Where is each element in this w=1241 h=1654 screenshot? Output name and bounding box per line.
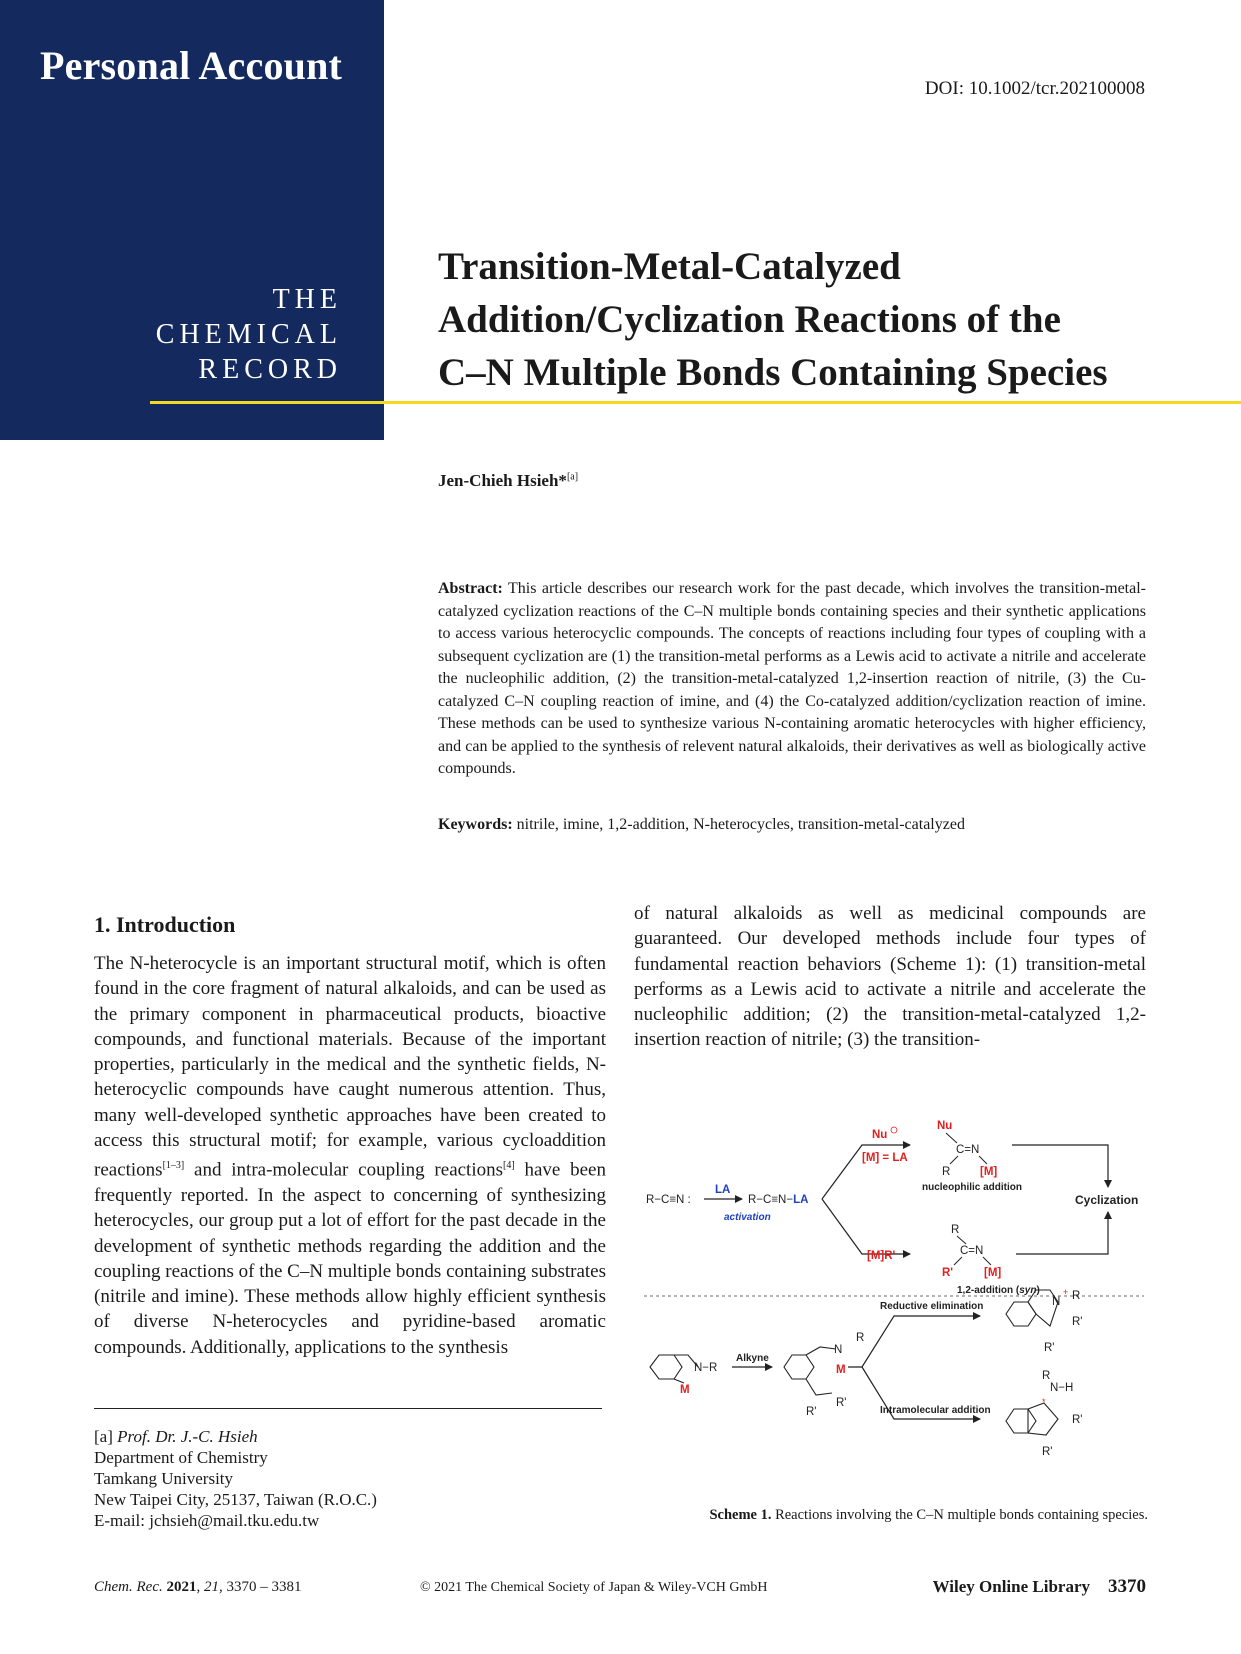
citation[interactable]: [1–3] bbox=[162, 1160, 185, 1172]
keywords-label: Keywords: bbox=[438, 816, 513, 833]
nucleophilic-addition-label: nucleophilic addition bbox=[922, 1182, 1022, 1193]
bond bbox=[957, 1236, 966, 1244]
citation-footer: Chem. Rec. 2021, 21, 3370 – 3381 bbox=[94, 1579, 302, 1595]
metal-atom: [M] bbox=[980, 1166, 998, 1178]
to-cyclization-arrow bbox=[1016, 1212, 1108, 1254]
benzene-ring bbox=[1006, 1302, 1036, 1326]
footer-volume: 21 bbox=[203, 1579, 219, 1595]
scheme-caption bbox=[644, 1507, 1148, 1524]
n-r-group: N−R bbox=[694, 1362, 718, 1374]
journal-name bbox=[156, 282, 342, 387]
metal-reagent-label: [M]R' bbox=[867, 1250, 896, 1262]
to-cyclization-arrow bbox=[1012, 1145, 1108, 1187]
caption-label: Scheme 1. bbox=[709, 1507, 772, 1523]
copyright: © 2021 The Chemical Society of Japan & Wiley-VCH GmbH bbox=[420, 1580, 768, 1595]
wiley-online-library-link[interactable]: Wiley Online Library bbox=[932, 1577, 1090, 1596]
affil-name: Prof. Dr. J.-C. Hsieh bbox=[117, 1427, 258, 1446]
cyclization-label: Cyclization bbox=[1075, 1193, 1139, 1207]
nu-atom: Nu bbox=[937, 1120, 953, 1132]
section-label: Personal Account bbox=[40, 43, 343, 88]
author-affil-ref: [a] bbox=[566, 471, 579, 483]
abstract-text: This article describes our research work for the past decade, which involves the transition-metal-catalyzed cyclization reactions of the C–N multiple bonds containing species and their synthetic applications to access various heterocyclic compounds. The concepts of reactions including four types of coupling with a subsequent cyclization are (1) the transition-metal performs as a Lewis acid to activate a nitrile and accelerate the nucleophilic addition, (2) the transition-metal-catalyzed 1,2-insertion reaction of nitrile, (3) the Cu-catalyzed C–N coupling reaction of imine, and (4) the Co-catalyzed addition/cyclization reaction of imine. These methods can be used to synthesize various N-containing aromatic heterocycles with higher efficiency, and can be applied to the synthesis of relevent natural alkaloids, their derivatives as well as biologically active compounds. bbox=[438, 580, 1147, 777]
footer-year: 2021 bbox=[166, 1579, 197, 1595]
imine-unit: C=N bbox=[960, 1245, 984, 1257]
intro-text: and intra-molecular coupling reactions bbox=[184, 1159, 504, 1181]
metal-atom: M bbox=[836, 1364, 846, 1376]
keywords bbox=[438, 816, 1146, 834]
bond bbox=[806, 1379, 832, 1395]
cyclopentene-ring bbox=[1028, 1403, 1058, 1435]
r-group: R bbox=[856, 1332, 865, 1344]
intro-paragraph-continued: of natural alkaloids as well as medicinal compounds are guaranteed. Our developed methods include four types of fundamental reaction behaviors (Scheme 1): (1) transition-metal performs as a Lewis acid to activate a nitrile and accelerate the nucleophilic addition; (2) the transition-metal-catalyzed 1,2-insertion reaction of nitrile; (3) the transition- bbox=[634, 903, 1146, 1051]
activation-label: activation bbox=[724, 1212, 771, 1223]
addition-syn-label: 1,2-addition (syn) bbox=[957, 1285, 1040, 1296]
r-group: R bbox=[1072, 1290, 1081, 1302]
bond bbox=[946, 1133, 957, 1143]
section-heading: 1. Introduction bbox=[94, 912, 236, 937]
title-line: Addition/Cyclization Reactions of the bbox=[438, 298, 1061, 341]
abstract-label: Abstract: bbox=[438, 580, 503, 597]
nitrile-formula: R−C≡N : bbox=[646, 1194, 691, 1206]
benzene-ring bbox=[1006, 1409, 1036, 1433]
journal-line: CHEMICAL bbox=[155, 319, 342, 350]
bond bbox=[674, 1379, 684, 1383]
r-group: R bbox=[942, 1166, 951, 1178]
affil-email[interactable]: E-mail: jchsieh@mail.tku.edu.tw bbox=[94, 1511, 320, 1530]
n-h-group: N−H bbox=[1050, 1382, 1074, 1394]
reductive-elimination-label: Reductive elimination bbox=[880, 1301, 984, 1312]
negative-charge-icon bbox=[891, 1127, 897, 1133]
footnote-divider bbox=[94, 1408, 602, 1409]
r-group: R bbox=[1042, 1370, 1051, 1382]
metal-atom: [M] bbox=[984, 1267, 1002, 1279]
r-prime-group: R' bbox=[1072, 1414, 1083, 1426]
bond bbox=[806, 1347, 836, 1355]
article-title bbox=[438, 240, 1218, 399]
n-atom: N bbox=[1052, 1296, 1061, 1308]
scheme-1-figure bbox=[640, 1109, 1148, 1489]
bond bbox=[983, 1257, 991, 1265]
benzene-ring bbox=[784, 1355, 814, 1379]
affil-label: [a] bbox=[94, 1427, 118, 1446]
page-number: 3370 bbox=[1108, 1576, 1146, 1597]
citation[interactable]: [4] bbox=[503, 1160, 515, 1172]
activated-complex: R−C≡N−LA bbox=[748, 1194, 809, 1206]
journal-line: THE bbox=[272, 284, 342, 315]
stereocenter-mark: * bbox=[1042, 1397, 1046, 1407]
benzene-ring bbox=[650, 1355, 682, 1379]
charge-plus: + bbox=[1063, 1287, 1069, 1297]
nucleophile-label: Nu bbox=[872, 1129, 888, 1141]
intro-text: The N-heterocycle is an important structural motif, which is often found in the core fragment of natural alkaloids, and can be used as the primary component in pharmaceutical products, bioactive compounds, and functional materials. Because of the important properties, particularly in the medical and the synthetic fields, N-heterocyclic compounds have caught numerous attention. Thus, many well-developed synthetic approaches have been created to access this structural motif; for example, various cycloaddition reactions bbox=[94, 953, 606, 1181]
bond bbox=[950, 1156, 958, 1164]
footer-journal: Chem. Rec. bbox=[94, 1579, 163, 1595]
affil-dept: Department of Chemistry bbox=[94, 1448, 268, 1467]
title-line: Transition-Metal-Catalyzed bbox=[438, 245, 901, 288]
affil-city: New Taipei City, 25137, Taiwan (R.O.C.) bbox=[94, 1490, 377, 1509]
metal-lewis-acid-label: [M] = LA bbox=[862, 1152, 908, 1164]
branch-arrow-up bbox=[848, 1316, 980, 1367]
r-prime-group: R' bbox=[806, 1406, 817, 1418]
title-line: C–N Multiple Bonds Containing Species bbox=[438, 351, 1108, 394]
keywords-text: nitrile, imine, 1,2-addition, N-heterocycles, transition-metal-catalyzed bbox=[516, 816, 965, 833]
n-atom: N bbox=[834, 1344, 843, 1356]
metal-atom: M bbox=[680, 1384, 690, 1396]
caption-text: Reactions involving the C–N multiple bonds containing species. bbox=[771, 1507, 1148, 1523]
bond bbox=[954, 1257, 962, 1265]
affil-univ: Tamkang University bbox=[94, 1469, 234, 1488]
doi[interactable]: DOI: 10.1002/tcr.202100008 bbox=[924, 78, 1145, 99]
header-banner bbox=[0, 0, 384, 440]
r-group: R bbox=[951, 1224, 960, 1236]
r-prime-group: R' bbox=[1072, 1316, 1083, 1328]
bond bbox=[979, 1156, 987, 1164]
intramolecular-addition-label: Intramolecular addition bbox=[880, 1405, 991, 1416]
journal-line: RECORD bbox=[198, 354, 342, 385]
r-prime-group: R' bbox=[836, 1397, 847, 1409]
affiliation bbox=[94, 1426, 377, 1531]
intro-text: have been frequently reported. In the aspect to concerning of synthesizing heterocycles, our group put a lot of effort for the past decade in the development of synthetic methods regarding the addition and the coupling reactions of the C–N multiple bonds containing substrates (nitrile and imine). These methods allow highly efficient synthesis of diverse N-heterocycles and pyridine-based aromatic compounds. Additionally, applications to the synthesis bbox=[94, 1159, 606, 1358]
author bbox=[438, 471, 578, 491]
imine-unit: C=N bbox=[956, 1144, 980, 1156]
r-prime-group: R' bbox=[942, 1267, 954, 1279]
abstract bbox=[438, 578, 1146, 781]
lewis-acid-label: LA bbox=[715, 1184, 731, 1196]
r-prime-group: R' bbox=[1042, 1446, 1053, 1458]
r-prime-group: R' bbox=[1044, 1342, 1055, 1354]
footer-pages: , 3370 – 3381 bbox=[218, 1579, 302, 1595]
branch-arrow-down bbox=[822, 1199, 910, 1254]
accent-rule bbox=[150, 401, 1241, 404]
author-name: Jen-Chieh Hsieh* bbox=[438, 471, 567, 490]
alkyne-label: Alkyne bbox=[736, 1353, 769, 1364]
intro-paragraph bbox=[94, 951, 606, 1360]
footer-right bbox=[933, 1576, 1146, 1598]
